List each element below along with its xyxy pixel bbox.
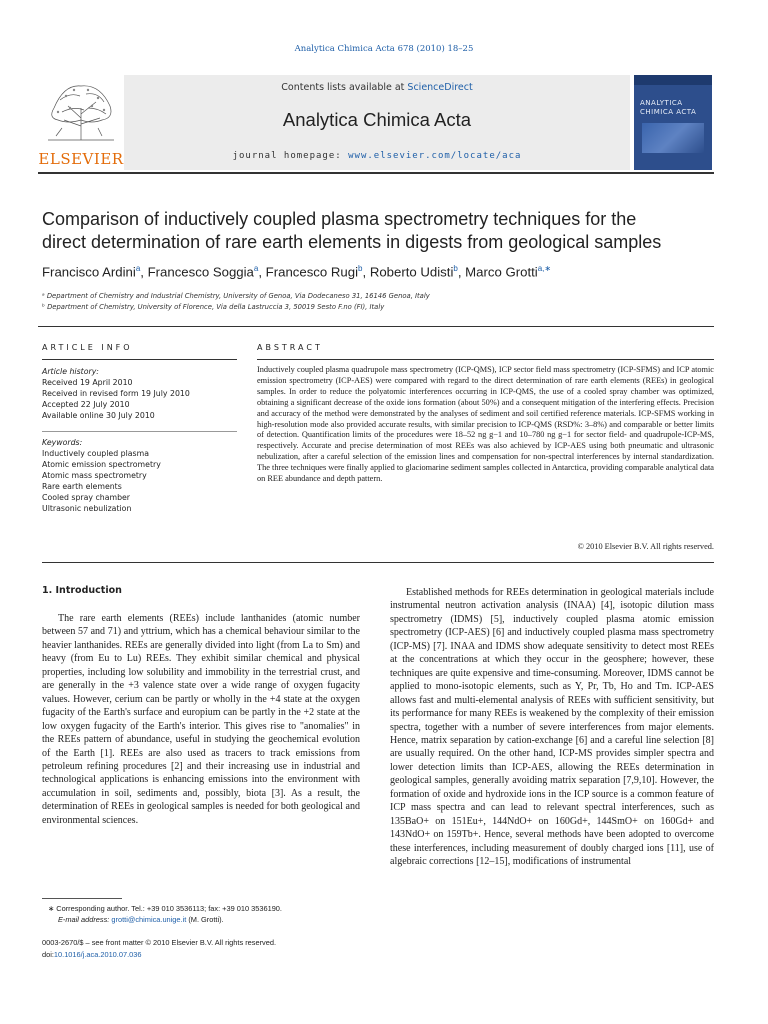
- author-name: Francisco Ardini: [42, 264, 136, 280]
- keyword[interactable]: Ultrasonic nebulization: [42, 504, 132, 513]
- publisher-logo: [38, 78, 124, 168]
- doi-link[interactable]: 10.1016/j.aca.2010.07.036: [53, 950, 142, 959]
- keyword[interactable]: Inductively coupled plasma: [42, 449, 149, 458]
- doi-line: [42, 950, 141, 959]
- affiliation-a: ᵃ Department of Chemistry and Industrial Chemistry, University of Genoa, Via Dodecaneso 31, 16146 Genoa, Italy: [42, 292, 430, 300]
- cover-stripe: [634, 75, 712, 85]
- keyword[interactable]: Rare earth elements: [42, 482, 122, 491]
- abstract-heading: ABSTRACT: [257, 343, 323, 352]
- history-item: Received 19 April 2010: [42, 378, 133, 387]
- author-affil-mark[interactable]: a,∗: [537, 264, 552, 273]
- keyword[interactable]: Atomic mass spectrometry: [42, 471, 147, 480]
- abstract-rule: [257, 359, 714, 360]
- email-label: E-mail address:: [58, 915, 112, 924]
- issn-line: 0003-2670/$ – see front matter © 2010 Elsevier B.V. All rights reserved.: [42, 938, 276, 947]
- author-name: Marco Grotti: [465, 264, 538, 280]
- intro-column-left: [42, 612, 360, 827]
- keywords-list: [42, 437, 161, 514]
- title-line-2: direct determination of rare earth elements in digests from geological samples: [42, 232, 662, 252]
- journal-banner: [124, 75, 630, 170]
- copyright-notice: © 2010 Elsevier B.V. All rights reserved.: [577, 542, 714, 551]
- article-history: [42, 366, 190, 421]
- author-name: Francesco Rugi: [265, 264, 359, 280]
- email-link[interactable]: grotti@chimica.unige.it: [111, 915, 187, 924]
- homepage-link[interactable]: www.elsevier.com/locate/aca: [348, 151, 522, 161]
- email-suffix: (M. Grotti).: [186, 915, 224, 924]
- history-item: Received in revised form 19 July 2010: [42, 389, 190, 398]
- footnote-rule: [42, 898, 122, 899]
- affiliation-b: ᵇ Department of Chemistry, University of Florence, Via della Lastruccia 3, 50019 Sesto F.no (FI), Italy: [42, 303, 385, 311]
- keyword[interactable]: Cooled spray chamber: [42, 493, 131, 502]
- keywords-label: Keywords:: [42, 438, 83, 447]
- journal-homepage: [124, 151, 630, 161]
- author-affil-mark[interactable]: a: [135, 264, 141, 273]
- info-rule: [42, 359, 237, 360]
- intro-paragraph-2: Established methods for REEs determination in geological materials include instrumental neutron activation analysis (INAA) [4], isotopic dilution mass spectrometry (IDMS) [5], inductively coupled plasma atomic emission spectrometry (ICP-AES) [6] and inductively coupled plasma mass spectrometry (ICP-MS) [7]. INAA and IDMS show adequate sensitivity to detect most REEs at the concentrations at which they occur in the geosphere; however, these techniques are quite expensive and time-consuming. Moreover, IDMS cannot be applied to mono-isotopic elements, such as Y, Pr, Tb, Ho and Tm. ICP-AES allows fast and multi-elemental analysis of REEs with sufficient sensitivity, but its performance for many REEs is weakened by the complexity of their emission spectra, together with a number of severe interferences from major elements. Hence, matrix separation by cation-exchange [6] and a careful line selection [8] are usually required. On the other hand, ICP-MS provides simpler spectra and lower detection limits than ICP-AES, allowing the REEs determination in geological samples, generally avoiding matrix separation [7,9,10]. However, the formation of oxide and hydroxide ions in the ICP source is a common feature of ICP mass spectra and can lead to relevant spectral interferences, such as 135BaO+ on 151Eu+, 144NdO+ on 160Gd+, 144SmO+ on 160Gd+ and 143NdO+ on 159Tb+. Hence, several methods have been adopted to overcome these interferences, including measurement of doubly charged ions [11], use of algebraic corrections [12–15], modifications of instrumental: [390, 587, 714, 868]
- contents-line: [124, 82, 630, 93]
- journal-reference[interactable]: Analytica Chimica Acta 678 (2010) 18–25: [294, 44, 474, 54]
- history-label: Article history:: [42, 367, 99, 376]
- abstract-text: Inductively coupled plasma quadrupole mass spectrometry (ICP-QMS), ICP sector field mass spectrometry (ICP-SFMS) and ICP atomic emission spectrometry (ICP-AES) were compared with regard to the direct determination of rare earth elements (REEs) in geological samples. In order to reduce the polyatomic interferences occurring in ICP-QMS, the use of a cooled spray chamber was optimized, obtaining a significant decrease of the oxide ions formation (about 50%) and a consequent mitigation of the interfering effects. Precision and accuracy of the method were demonstrated by the analyses of sediment and soil certified reference materials. ICP-SFMS working in high-resolution mode also provided accurate results, with similar precision to ICP-QMS (RSD%: 3–8%) and comparable or better limits of detection. Quantification limits of the procedures were 18–52 ng g−1 and 10–780 ng g−1 for sector field- and quadrupole-ICP-MS, respectively. Accurate and precise determination of most REEs was also achieved by ICP-AES using both pneumatic and ultrasonic nebulization, after a careful selection of the emission lines and compensation for non-spectral interferences by internal standardization. The three techniques were finally applied to glaciomarine sediment samples collected in Antarctica, providing comparable analytical data on REE abundance and depth pattern.: [257, 365, 714, 484]
- keyword[interactable]: Atomic emission spectrometry: [42, 460, 161, 469]
- elsevier-tree-icon: [44, 78, 118, 142]
- cover-title: ANALYTICA CHIMICA ACTA: [640, 99, 697, 116]
- author-affil-mark[interactable]: a: [253, 264, 259, 273]
- doi-label: doi:: [42, 950, 54, 959]
- corresponding-author: ∗ Corresponding author. Tel.: +39 010 3536113; fax: +39 010 3536190.: [48, 904, 282, 913]
- author-name: Roberto Udisti: [369, 264, 454, 280]
- email-line: [58, 915, 224, 924]
- cover-graphic: [642, 123, 704, 153]
- article-info-heading: ARTICLE INFO: [42, 343, 133, 352]
- header-rule: [38, 172, 714, 174]
- author-name: Francesco Soggia: [147, 264, 254, 280]
- title-line-1: Comparison of inductively coupled plasma spectrometry techniques for the: [42, 209, 637, 229]
- affiliation-rule: [38, 326, 714, 327]
- journal-name: Analytica Chimica Acta: [282, 109, 472, 130]
- publisher-name: ELSEVIER: [38, 150, 124, 168]
- body-rule: [42, 562, 714, 563]
- contents-prefix: Contents lists available at: [281, 82, 408, 93]
- journal-cover: [634, 75, 712, 170]
- section-heading-introduction: 1. Introduction: [42, 585, 122, 596]
- article-title: [42, 208, 722, 254]
- author-list: Francisco Ardini$^a$, Francesco Soggia$^a$, Francesco Rugi$^b$, Roberto Udisti$^b$, Marco Grotti$^{a,∗}$: [42, 264, 552, 280]
- author-affil-mark[interactable]: b: [453, 264, 458, 273]
- history-item: Available online 30 July 2010: [42, 411, 155, 420]
- intro-column-right: [390, 586, 714, 924]
- intro-paragraph-1: The rare earth elements (REEs) include lanthanides (atomic number between 57 and 71) and yttrium, which has a chemical behaviour similar to the heavier lanthanides. REEs are generally divided into light (from La to Sm) and heavy (from Eu to Lu) REEs. They exhibit similar chemical and physical properties, including low solubility and immobility in the terrestrial crust, and are generally in the +3 valence state over a wide range of oxygen fugacity values. However, cerium can be partly or wholly in the +4 state at the oxygen fugacity of the Earth's surface and europium can be partly in the +2 state at the low oxygen fugacity of the Earth's interior. This gives rise to "anomalies" in the REEs pattern of abundance, useful in studying the geochemical evolution of the Earth [1]. REEs are also used as tracers to track emissions from petroleum refining procedures [2] and their increasing use in industrial and technological applications is enhancing emissions into the environment with accumulation in soil, sediments and, possibly, biota [3]. As a result, the determination of REEs in geological samples is needed for both geological and environmental sciences.: [42, 613, 360, 826]
- history-item: Accepted 22 July 2010: [42, 400, 130, 409]
- keywords-rule: [42, 431, 237, 432]
- author-affil-mark[interactable]: b: [358, 264, 363, 273]
- sciencedirect-link[interactable]: ScienceDirect: [407, 82, 473, 93]
- homepage-prefix: journal homepage:: [232, 151, 349, 161]
